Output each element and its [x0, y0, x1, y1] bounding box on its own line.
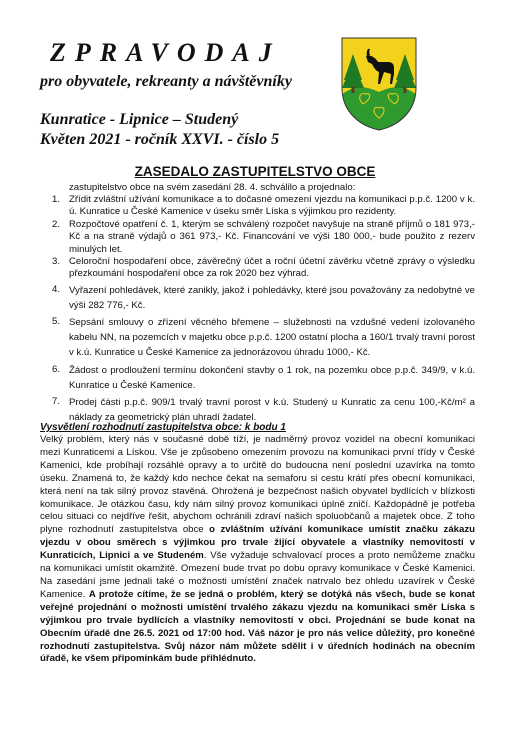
list-item-text: Vyřazení pohledávek, které zanikly, jakož i pohledávky, které jsou považovány za nedobytné ve výši 282 776,- Kč.: [69, 284, 475, 311]
list-item: [40, 364, 475, 394]
resolution-list: [40, 194, 475, 426]
issue-line: Květen 2021 - ročník XXVI. - číslo 5: [40, 131, 280, 148]
list-item-number: 3.: [51, 256, 60, 268]
list-item-text: Rozpočtové opatření č. 1, kterým se schválený rozpočet navyšuje na straně příjmů o 181 973,- Kč a na straně výdajů o 361 973,- Kč. Financování ve výši 180 000,- bude použito z rezerv minulých let.: [69, 218, 475, 255]
list-item-number: 1.: [51, 194, 60, 205]
paragraph-bold-run: o zvláštním užívání komunikace umístit značku zákazu vjezdu v obou směrech s výjimkou pro trvale žijící obyvatele a vlastníky nemovitostí v Kunraticích, Lipnici a ve Studeném: [40, 524, 475, 562]
list-item: [40, 194, 475, 219]
masthead-subtitle: pro obyvatele, rekreanty a návštěvníky: [40, 73, 292, 90]
list-item-text: Celoroční hospodaření obce, závěrečný účet a roční účetní závěrku včetně zprávy o výsledku přezkoumání hospodaření obce za rok 2020 bez výhrad.: [69, 256, 475, 280]
paragraph-bold-run: A protože cítíme, že se jedná o problém, který se dotýká nás všech, bude se konat veřejné projednání o možnosti umístění trvalého zákazu vjezdu na komunikaci směr Líska s výjimkou pro trvale bydlících a vlastníky nemovitostí v obci. Projednání se bude konat na Obecním úřadě dne 26.5. 2021 od 17:00 hod. Váš názor je pro nás velice důležitý, pro konečné rozhodnutí zastupitelstva. Svůj názor nám můžete sdělit i v úředních hodinách na obecním úřadě, ke všem připomínkám bude přihlédnuto.: [40, 588, 475, 665]
list-item-text: Sepsání smlouvy o zřízení věcného břemene – služebnosti na vzdušné vedení izolovaného kabelu NN, na pozemcích v majetku obce p.p.č. 1200 ostatní plocha a 160/1 trvalý travní porost v k.ú. Kunratice u České Kamenice za jednorázovou úhradu 1000,- Kč.: [69, 317, 475, 359]
list-item: [40, 256, 475, 281]
article-heading: ZASEDALO ZASTUPITELSTVO OBCE: [134, 164, 376, 179]
paragraph-run: . Vše vyžaduje schvalovací proces a proto nemůžeme značku na komunikaci umístit okamžitě. Omezení bude trvat po dobu opravy komunikace v České Kamenici. Na zasedání jsme jednali také o možnosti umístění značek natrvalo bez ohledu uzavírek v České Kamenice.: [40, 550, 475, 600]
list-item-number: 6.: [51, 363, 60, 375]
list-item-number: 5.: [51, 316, 60, 328]
list-item-number: 2.: [51, 218, 60, 230]
explanation-title: Vysvětlení rozhodnutí zastupitelstva obce: k bodu 1: [40, 422, 286, 433]
list-item-number: 7.: [51, 396, 60, 408]
article-intro: zastupitelstvo obce na svém zasedání 28. 4. schválilo a projednalo:: [69, 182, 356, 193]
villages-line: Kunratice - Lipnice – Studený: [40, 111, 239, 128]
list-item-text: Prodej části p.p.č. 909/1 trvalý travní porost v k.ú. Studený u Kunratic za cenu 100,-Kč/m² a náklady za geometrický plán uhradí žadatel.: [69, 397, 475, 424]
list-item: [40, 316, 475, 360]
list-item: [40, 219, 475, 256]
list-item-text: Žádost o prodloužení termínu dokončení stavby o 1 rok, na pozemku obce p.p.č. 349/9, v k.ú. Kunratice u České Kamenice.: [69, 364, 475, 391]
paragraph-run: Velký problém, který nás v současné době tíží, je nadměrný provoz vozidel na obecní komunikaci mezi Kunraticemi a Lískou. Vše je způsobeno omezením provozu na komunikaci první třídy v České Kamenici, kde probíhají rozsáhlé opravy a to určitě do budoucna není poslední uzavírka na tomto úseku. Znamená to, že každý kdo nechce čekat na semaforu si cestu krátí přes obecní komunikaci, která není na tak silný provoz stavěná. Ohrožená je bezpečnost našich obyvatel bydlících v blízkosti komunikace. Je otázkou času, kdy nám silný provoz komunikaci úplně zničí. Každopádně je potřeba celou situaci co nejdříve řešit, abychom ochránili zdraví našich spoluobčanů a majetek obce. Z toho plyne rozhodnutí zastupitelstva obce: [40, 434, 475, 536]
list-item-number: 4.: [51, 283, 60, 295]
masthead-title: ZPRAVODAJ: [50, 38, 281, 67]
list-item: [40, 284, 475, 314]
explanation-paragraph: [40, 434, 475, 666]
coat-of-arms-icon: [340, 36, 418, 132]
list-item-text: Zřídit zvláštní užívání komunikace a to dočasné omezení vjezdu na komunikaci p.p.č. 1200 v k. ú. Kunratice u České Kamenice v úseku směr Líska s výjimkou pro rezidenty.: [69, 194, 475, 218]
